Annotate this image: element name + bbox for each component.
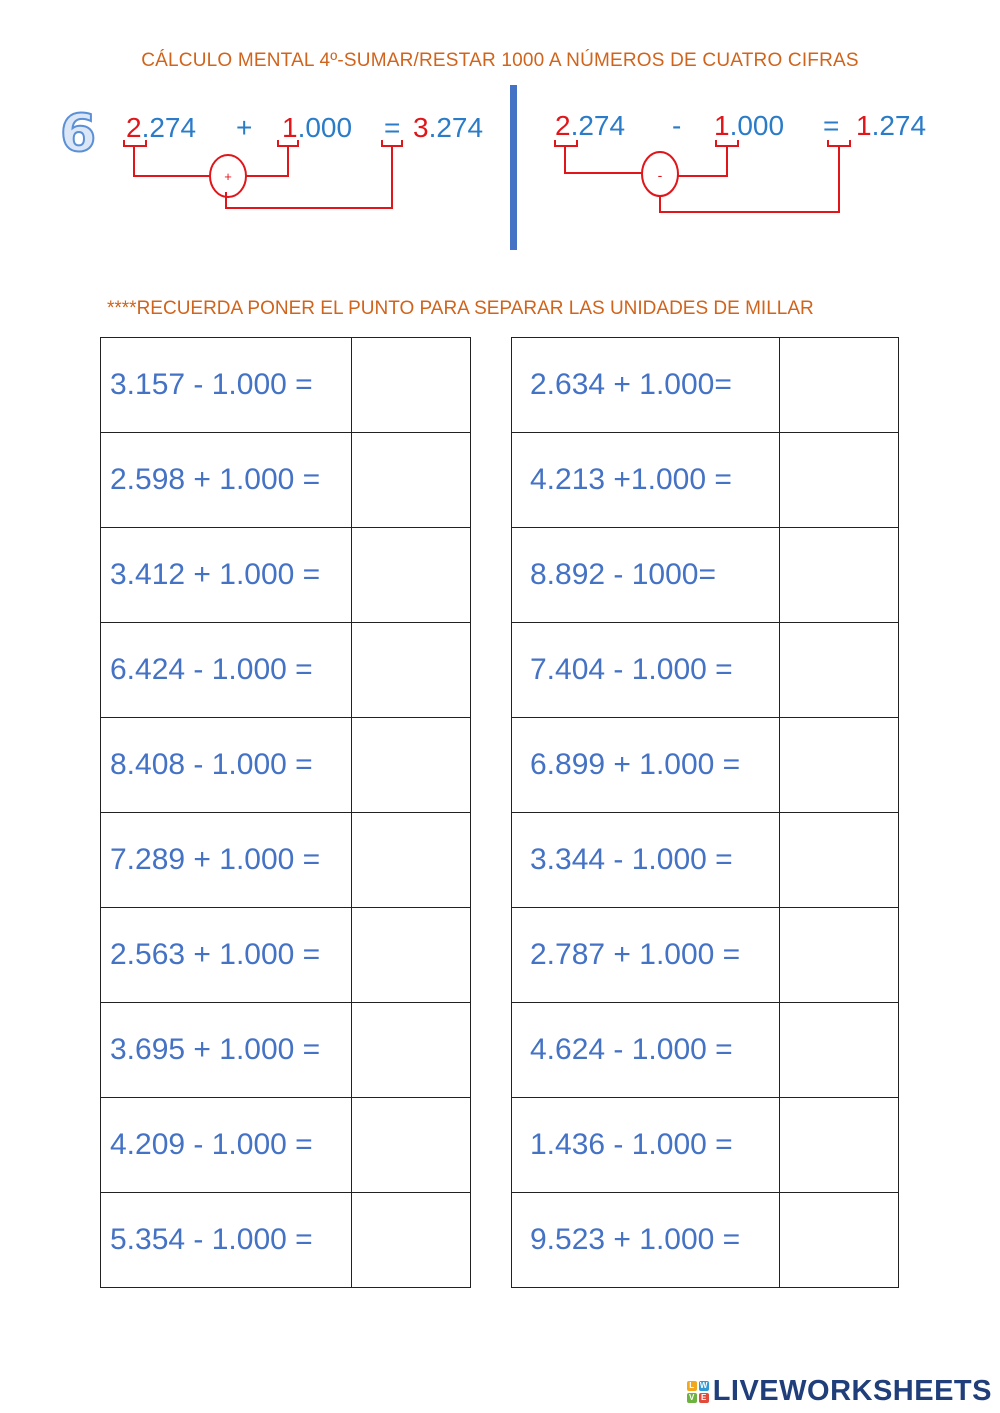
right-exercise-row bbox=[512, 813, 899, 908]
example-add-equals: = bbox=[384, 112, 401, 143]
brand-name: LIVEWORKSHEETS bbox=[712, 1375, 992, 1407]
logo-letter-3: V bbox=[687, 1393, 697, 1403]
left-exercise-row bbox=[101, 718, 471, 813]
left-exercise-expression: 3.695 + 1.000 = bbox=[101, 1003, 352, 1098]
right-exercise-expression: 8.892 - 1000= bbox=[512, 528, 780, 623]
left-answer-cell bbox=[352, 1003, 471, 1098]
right-exercise-row bbox=[512, 528, 899, 623]
right-answer-input[interactable] bbox=[780, 718, 902, 812]
add-bracket-a bbox=[124, 140, 210, 176]
right-exercise-expression: 9.523 + 1.000 = bbox=[512, 1193, 780, 1288]
left-exercise-row bbox=[101, 813, 471, 908]
left-exercise-expression: 3.157 - 1.000 = bbox=[101, 338, 352, 433]
right-answer-cell bbox=[780, 433, 899, 528]
right-exercise-expression: 6.899 + 1.000 = bbox=[512, 718, 780, 813]
right-exercise-expression: 4.624 - 1.000 = bbox=[512, 1003, 780, 1098]
right-answer-cell bbox=[780, 908, 899, 1003]
left-exercise-expression: 7.289 + 1.000 = bbox=[101, 813, 352, 908]
right-exercise-expression: 2.634 + 1.000= bbox=[512, 338, 780, 433]
example-sub-equals: = bbox=[823, 110, 840, 141]
right-exercise-row bbox=[512, 1098, 899, 1193]
left-answer-input[interactable] bbox=[352, 623, 474, 717]
right-exercise-expression: 7.404 - 1.000 = bbox=[512, 623, 780, 718]
add-bracket-b bbox=[246, 140, 298, 176]
left-answer-cell bbox=[352, 908, 471, 1003]
right-answer-input[interactable] bbox=[780, 433, 902, 527]
example-add-r-thousand: 3 bbox=[413, 112, 429, 143]
right-answer-cell bbox=[780, 813, 899, 908]
left-answer-cell bbox=[352, 718, 471, 813]
page-title: CÁLCULO MENTAL 4º-SUMAR/RESTAR 1000 A NÚMEROS DE CUATRO CIFRAS bbox=[141, 50, 859, 71]
left-exercise-expression: 2.563 + 1.000 = bbox=[101, 908, 352, 1003]
right-answer-cell bbox=[780, 718, 899, 813]
right-exercise-row bbox=[512, 1193, 899, 1288]
example-connector-diagram bbox=[0, 0, 1000, 260]
left-exercise-row bbox=[101, 1098, 471, 1193]
left-answer-cell bbox=[352, 433, 471, 528]
left-answer-input[interactable] bbox=[352, 908, 474, 1002]
left-answer-input[interactable] bbox=[352, 528, 474, 622]
right-exercise-expression: 4.213 +1.000 = bbox=[512, 433, 780, 528]
left-exercise-row bbox=[101, 908, 471, 1003]
right-exercise-expression: 1.436 - 1.000 = bbox=[512, 1098, 780, 1193]
example-add-a-thousand: 2 bbox=[126, 112, 142, 143]
left-exercise-expression: 2.598 + 1.000 = bbox=[101, 433, 352, 528]
example-sub-a-thousand: 2 bbox=[555, 110, 571, 141]
left-exercise-row bbox=[101, 1003, 471, 1098]
reminder-note: ****RECUERDA PONER EL PUNTO PARA SEPARAR LAS UNIDADES DE MILLAR bbox=[107, 298, 814, 319]
right-answer-cell bbox=[780, 623, 899, 718]
left-exercise-expression: 5.354 - 1.000 = bbox=[101, 1193, 352, 1288]
example-sub-b-rest: .000 bbox=[729, 110, 785, 141]
example-add-r-rest: .274 bbox=[428, 112, 484, 143]
right-answer-input[interactable] bbox=[780, 338, 902, 432]
example-sub-a-rest: .274 bbox=[570, 110, 626, 141]
sub-bracket-a bbox=[555, 140, 642, 173]
left-exercise-row bbox=[101, 433, 471, 528]
example-sub-operator: - bbox=[672, 110, 682, 141]
right-exercise-table bbox=[511, 337, 899, 1288]
left-exercise-table bbox=[100, 337, 471, 1288]
page-number: 6 bbox=[60, 104, 97, 164]
sub-bracket-b bbox=[678, 140, 738, 176]
footer-brand bbox=[687, 1375, 992, 1408]
liveworksheets-logo-icon bbox=[687, 1381, 709, 1403]
right-answer-input[interactable] bbox=[780, 528, 902, 622]
right-answer-input[interactable] bbox=[780, 1193, 902, 1287]
right-exercise-row bbox=[512, 908, 899, 1003]
right-answer-cell bbox=[780, 1193, 899, 1288]
left-exercise-row bbox=[101, 528, 471, 623]
left-answer-cell bbox=[352, 1193, 471, 1288]
left-answer-input[interactable] bbox=[352, 718, 474, 812]
left-answer-cell bbox=[352, 1098, 471, 1193]
add-bracket-r bbox=[226, 140, 402, 208]
sub-circle-operator: - bbox=[657, 167, 663, 183]
right-exercise-row bbox=[512, 623, 899, 718]
left-answer-cell bbox=[352, 813, 471, 908]
right-answer-cell bbox=[780, 338, 899, 433]
left-exercise-row bbox=[101, 1193, 471, 1288]
left-exercise-expression: 8.408 - 1.000 = bbox=[101, 718, 352, 813]
left-answer-cell bbox=[352, 623, 471, 718]
logo-letter-4: E bbox=[699, 1393, 709, 1403]
left-exercise-expression: 3.412 + 1.000 = bbox=[101, 528, 352, 623]
logo-letter-2: W bbox=[699, 1380, 708, 1390]
left-answer-input[interactable] bbox=[352, 813, 474, 907]
example-sub-b-thousand: 1 bbox=[714, 110, 730, 141]
right-answer-input[interactable] bbox=[780, 1003, 902, 1097]
left-answer-cell bbox=[352, 528, 471, 623]
right-answer-cell bbox=[780, 528, 899, 623]
right-exercise-row bbox=[512, 338, 899, 433]
example-sub-r-rest: .274 bbox=[871, 110, 927, 141]
right-exercise-expression: 3.344 - 1.000 = bbox=[512, 813, 780, 908]
example-add-a-rest: .274 bbox=[141, 112, 197, 143]
right-answer-input[interactable] bbox=[780, 908, 902, 1002]
example-sub-r-thousand: 1 bbox=[856, 110, 872, 141]
add-circle-operator: + bbox=[224, 169, 232, 184]
right-answer-input[interactable] bbox=[780, 813, 902, 907]
example-add-operator: + bbox=[236, 112, 253, 143]
example-add-b-thousand: 1 bbox=[282, 112, 298, 143]
right-exercise-row bbox=[512, 433, 899, 528]
right-exercise-row bbox=[512, 1003, 899, 1098]
left-answer-input[interactable] bbox=[352, 1003, 474, 1097]
right-answer-input[interactable] bbox=[780, 1098, 902, 1192]
left-exercise-row bbox=[101, 338, 471, 433]
logo-letter-1: L bbox=[687, 1381, 697, 1391]
example-divider bbox=[510, 85, 517, 250]
right-exercise-row bbox=[512, 718, 899, 813]
left-answer-input[interactable] bbox=[352, 1098, 474, 1192]
example-add-b-rest: .000 bbox=[297, 112, 353, 143]
left-exercise-row bbox=[101, 623, 471, 718]
left-answer-input[interactable] bbox=[352, 433, 474, 527]
right-answer-cell bbox=[780, 1003, 899, 1098]
left-answer-cell bbox=[352, 338, 471, 433]
right-answer-cell bbox=[780, 1098, 899, 1193]
left-answer-input[interactable] bbox=[352, 338, 474, 432]
right-answer-input[interactable] bbox=[780, 623, 902, 717]
left-exercise-expression: 6.424 - 1.000 = bbox=[101, 623, 352, 718]
right-exercise-expression: 2.787 + 1.000 = bbox=[512, 908, 780, 1003]
left-exercise-expression: 4.209 - 1.000 = bbox=[101, 1098, 352, 1193]
left-answer-input[interactable] bbox=[352, 1193, 474, 1287]
